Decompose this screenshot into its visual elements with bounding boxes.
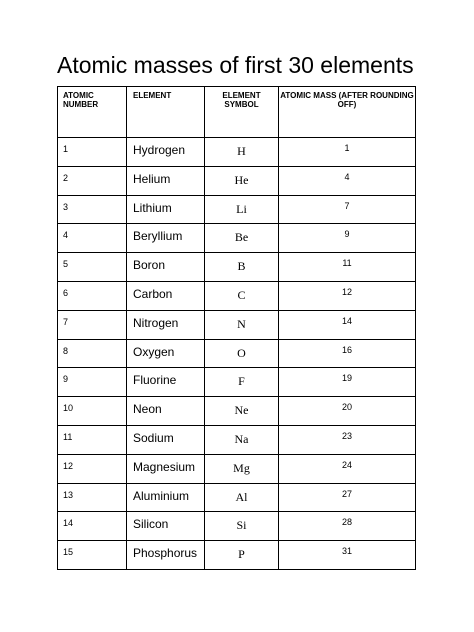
element-name-cell: Beryllium	[127, 224, 205, 253]
element-symbol-cell: P	[205, 541, 279, 570]
atomic-number-cell: 15	[58, 541, 127, 570]
element-name-cell: Aluminium	[127, 483, 205, 512]
element-symbol-cell: O	[205, 339, 279, 368]
element-name-cell: Lithium	[127, 195, 205, 224]
atomic-mass-cell: 23	[279, 425, 416, 454]
table-row	[58, 454, 416, 483]
atomic-mass-cell: 11	[279, 253, 416, 282]
element-name-cell: Silicon	[127, 512, 205, 541]
atomic-number-cell: 8	[58, 339, 127, 368]
element-name-cell: Helium	[127, 166, 205, 195]
atomic-number-cell: 2	[58, 166, 127, 195]
atomic-mass-cell: 14	[279, 310, 416, 339]
atomic-mass-cell: 7	[279, 195, 416, 224]
table-row	[58, 541, 416, 570]
element-name-cell: Hydrogen	[127, 138, 205, 167]
element-symbol-cell: Mg	[205, 454, 279, 483]
element-symbol-cell: Al	[205, 483, 279, 512]
element-symbol-cell: Ne	[205, 397, 279, 426]
table-row	[58, 310, 416, 339]
atomic-number-cell: 14	[58, 512, 127, 541]
element-name-cell: Sodium	[127, 425, 205, 454]
atomic-mass-table	[57, 86, 416, 570]
element-symbol-cell: B	[205, 253, 279, 282]
atomic-number-cell: 11	[58, 425, 127, 454]
header-atomic-mass: ATOMIC MASS (AFTER ROUNDING OFF)	[279, 87, 416, 138]
header-atomic-number: ATOMIC NUMBER	[58, 87, 127, 138]
atomic-mass-cell: 4	[279, 166, 416, 195]
atomic-mass-cell: 24	[279, 454, 416, 483]
atomic-mass-cell: 9	[279, 224, 416, 253]
element-name-cell: Fluorine	[127, 368, 205, 397]
element-name-cell: Nitrogen	[127, 310, 205, 339]
table-row	[58, 483, 416, 512]
element-symbol-cell: N	[205, 310, 279, 339]
atomic-mass-cell: 31	[279, 541, 416, 570]
atomic-mass-cell: 1	[279, 138, 416, 167]
element-name-cell: Phosphorus	[127, 541, 205, 570]
header-element: ELEMENT	[127, 87, 205, 138]
atomic-mass-cell: 27	[279, 483, 416, 512]
table-row	[58, 368, 416, 397]
element-symbol-cell: Be	[205, 224, 279, 253]
atomic-mass-cell: 28	[279, 512, 416, 541]
table-row	[58, 224, 416, 253]
atomic-number-cell: 13	[58, 483, 127, 512]
element-symbol-cell: Si	[205, 512, 279, 541]
table-row	[58, 512, 416, 541]
atomic-mass-cell: 12	[279, 281, 416, 310]
element-name-cell: Magnesium	[127, 454, 205, 483]
element-name-cell: Oxygen	[127, 339, 205, 368]
table-row	[58, 138, 416, 167]
table-row	[58, 339, 416, 368]
atomic-number-cell: 7	[58, 310, 127, 339]
atomic-mass-cell: 19	[279, 368, 416, 397]
element-name-cell: Neon	[127, 397, 205, 426]
table-row	[58, 195, 416, 224]
element-symbol-cell: F	[205, 368, 279, 397]
table-row	[58, 425, 416, 454]
element-symbol-cell: Li	[205, 195, 279, 224]
element-symbol-cell: C	[205, 281, 279, 310]
table-row	[58, 281, 416, 310]
element-symbol-cell: H	[205, 138, 279, 167]
page-title: Atomic masses of first 30 elements	[57, 52, 414, 78]
element-symbol-cell: Na	[205, 425, 279, 454]
element-symbol-cell: He	[205, 166, 279, 195]
table-row	[58, 253, 416, 282]
element-name-cell: Carbon	[127, 281, 205, 310]
atomic-mass-cell: 20	[279, 397, 416, 426]
atomic-number-cell: 5	[58, 253, 127, 282]
table-body	[58, 138, 416, 570]
atomic-number-cell: 3	[58, 195, 127, 224]
atomic-number-cell: 4	[58, 224, 127, 253]
header-element-symbol: ELEMENT SYMBOL	[205, 87, 279, 138]
atomic-number-cell: 6	[58, 281, 127, 310]
atomic-number-cell: 1	[58, 138, 127, 167]
table-row	[58, 397, 416, 426]
atomic-number-cell: 10	[58, 397, 127, 426]
atomic-number-cell: 9	[58, 368, 127, 397]
element-name-cell: Boron	[127, 253, 205, 282]
table-header-row	[58, 87, 416, 138]
atomic-number-cell: 12	[58, 454, 127, 483]
atomic-mass-cell: 16	[279, 339, 416, 368]
table-row	[58, 166, 416, 195]
